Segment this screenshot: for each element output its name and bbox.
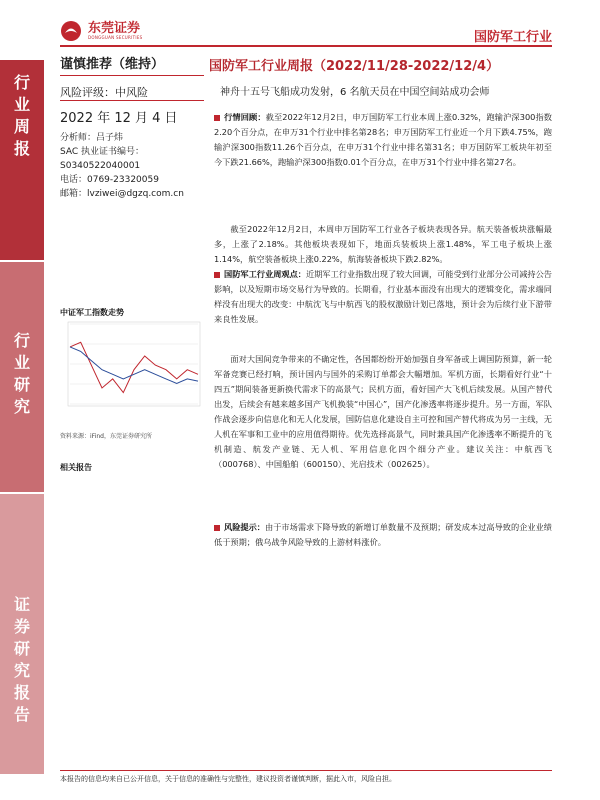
analyst-email: 邮箱：lvziwei@dgzq.com.cn <box>60 189 184 199</box>
weekly-view-label: 国防军工行业周观点： <box>224 269 307 279</box>
chart-svg <box>60 318 204 413</box>
bullet-icon <box>214 115 220 121</box>
disclaimer-text: 本报告的信息均来自已公开信息，关于信息的准确性与完整性，建议投资者谨慎判断，据此入市，风险自担。 <box>60 775 396 783</box>
sidebar-block-research: 行 业 研 究 <box>0 262 44 492</box>
market-review-paragraph <box>214 110 552 170</box>
sub-sector-paragraph: 截至2022年12月2日，本周申万国防军工行业各子板块表现各异。航天装备板块涨幅最多，上涨了2.18%。其他板块表现如下，地面兵装板块上涨1.48%，军工电子板块上涨1.14%，航空装备板块上涨0.22%，航海装备板块下跌2.82%。 <box>214 224 552 264</box>
risk-divider <box>60 100 204 101</box>
rating-divider <box>60 75 204 76</box>
chart-source: 资料来源：iFind，东莞证券研究所 <box>60 433 152 440</box>
index-trend-chart <box>60 318 204 413</box>
risk-warning-label: 风险提示： <box>224 522 266 532</box>
analyst-cert-number: S0340522040001 <box>60 161 141 171</box>
logo-subtext: DONGGUAN SECURITIES <box>88 35 143 40</box>
bullet-icon <box>214 525 220 531</box>
weekly-view-paragraph <box>214 267 552 327</box>
investment-rating: 谨慎推荐（维持） <box>60 57 165 72</box>
logo-text: 东莞证券 <box>88 21 141 36</box>
industry-category: 国防军工行业 <box>473 30 552 45</box>
related-reports-heading: 相关报告 <box>60 463 92 472</box>
market-review-label: 行情回顾： <box>224 112 266 122</box>
report-date: 2022 年 12 月 4 日 <box>60 111 178 126</box>
analyst-info <box>60 131 184 201</box>
market-review-text: 截至2022年12月2日，申万国防军工行业本周上涨0.32%，跑输沪深300指数2.20个百分点，在申万31个行业中排名第28名；申万国防军工行业近一个月下跌4.75%，跑输沪深300指数11.26个百分点，在申万31个行业中排名第31名；申万国防军工板块年初至今下跌21.66%，跑输沪深300指数0.01个百分点，在申万31个行业中排名第27名。 <box>214 112 552 167</box>
logo-mark-icon <box>60 20 82 42</box>
bullet-icon <box>214 272 220 278</box>
analyst-phone: 电话：0769-23320059 <box>60 175 159 185</box>
outlook-paragraph: 面对大国间竞争带来的不确定性，各国都纷纷开始加强自身军备或上调国防预算，新一轮军备竞赛已经打响，预计国内与国外的采购订单都会大幅增加。军机方面，长期看好行业“十四五”期间装备更新换代需求下的高景气；民机方面，看好国产大飞机后续发展。从国产替代出发，后续会有越来越多国产飞机换装“中国心”，国产化渗透率将逐步提升。另一方面，军队作战会逐步向信息化和无人化发展，国防信息化建设自主可控和国产替代将成为另一主线，无人机在军事和工业中的应用值得期待。优先选择高景气，同时兼具国产化渗透率不断提升的飞机制造、航发产业链、无人机、军用信息化四个细分产业。建议关注：中航西飞（000768）、中国船舶（600150）、光启技术（002625）。 <box>214 354 552 469</box>
risk-warning-paragraph <box>214 520 552 550</box>
company-logo <box>60 18 190 44</box>
sidebar-block-weekly: 行 业 周 报 <box>0 60 44 260</box>
weekly-view-text: 近期军工行业指数出现了较大回调，可能受到行业部分公司减持公告影响，以及短期市场交易行为导致的。长期看，行业基本面没有出现大的逻辑变化，需求端同样没有出现大的改变：中航沈飞与中航西飞的股权激励计划已落地，预计会为后续行业下游带来良性发展。 <box>214 269 552 324</box>
risk-rating: 风险评级：中风险 <box>60 86 148 99</box>
analyst-name: 分析师：吕子炜 <box>60 133 124 143</box>
sidebar-block-report: 证 券 研 究 报 告 <box>0 494 44 774</box>
chart-title: 中证军工指数走势 <box>60 308 124 317</box>
header-divider <box>60 45 552 47</box>
risk-warning-text: 由于市场需求下降导致的新增订单数量不及预期；研发成本过高导致的企业业绩低于预期；俄乌战争风险导致的上游材料涨价。 <box>214 522 552 547</box>
report-subtitle: 神舟十五号飞船成功发射，6 名航天员在中国空间站成功会师 <box>220 87 490 98</box>
report-title: 国防军工行业周报（2022/11/28-2022/12/4） <box>209 59 500 74</box>
analyst-cert-label: SAC 执业证书编号： <box>60 147 145 157</box>
footer-divider <box>60 770 552 771</box>
